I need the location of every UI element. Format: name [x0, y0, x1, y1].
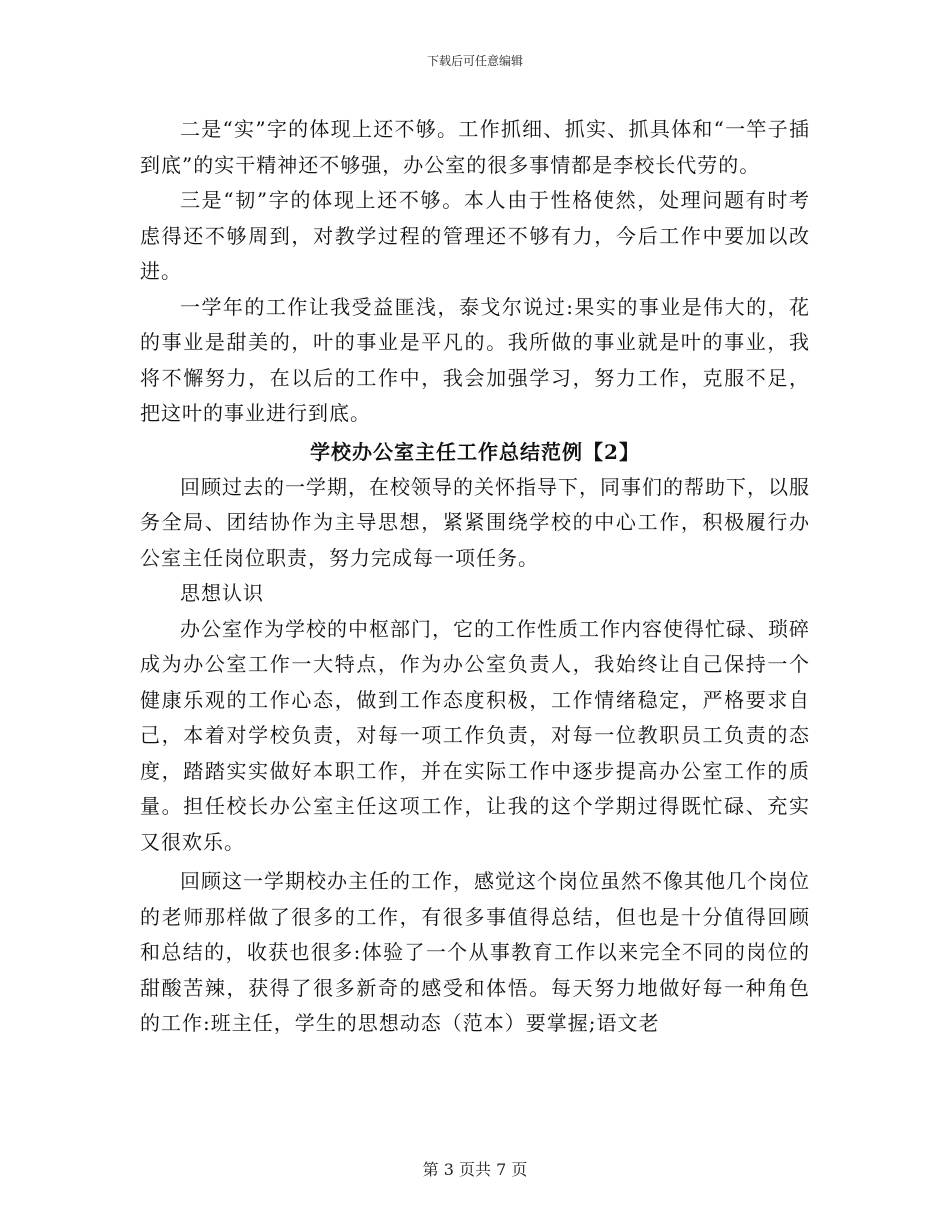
paragraph-office: 办公室作为学校的中枢部门，它的工作性质工作内容使得忙碌、琐碎成为办公室工作一大特点，作为办公室负责人，我始终让自己保持一个健康乐观的工作心态，做到工作态度积极，工作情绪稳定，严格要求自己，本着对学校负责，对每一项工作负责，对每一位教职员工负责的态度，踏踏实实做好本职工作，并在实际工作中逐步提高办公室工作的质量。担任校长办公室主任这项工作，让我的这个学期过得既忙碌、充实又很欢乐。 [140, 616, 810, 854]
paragraph-tagore: 一学年的工作让我受益匪浅，泰戈尔说过:果实的事业是伟大的，花的事业是甜美的，叶的事业是平凡的。我所做的事业就是叶的事业，我将不懈努力，在以后的工作中，我会加强学习，努力工作，克服不足，把这叶的事业进行到底。 [140, 294, 810, 425]
paragraph-shi: 二是“实”字的体现上还不够。工作抓细、抓实、抓具体和“一竿子插到底”的实干精神还不够强，办公室的很多事情都是李校长代劳的。 [140, 117, 810, 177]
subheading-thought: 思想认识 [180, 581, 264, 605]
paragraph-semester: 回顾这一学期校办主任的工作，感觉这个岗位虽然不像其他几个岗位的老师那样做了很多的工作，有很多事值得总结，但也是十分值得回顾和总结的，收获也很多:体验了一个从事教育工作以来完全不同的岗位的甜酸苦辣，获得了很多新奇的感受和体悟。每天努力地做好每一种角色的工作:班主任，学生的思想动态（范本）要掌握;语文老 [140, 869, 810, 1035]
page-header-note: 下载后可任意编辑 [426, 54, 523, 68]
paragraph-review: 回顾过去的一学期，在校领导的关怀指导下，同事们的帮助下，以服务全局、团结协作为主导思想，紧紧围绕学校的中心工作，积极履行办公室主任岗位职责，努力完成每一项任务。 [140, 474, 810, 570]
section-title: 学校办公室主任工作总结范例【2】 [310, 439, 640, 464]
document-body [140, 112, 810, 1042]
page-number: 第 3 页共 7 页 [422, 1160, 528, 1179]
paragraph-ren: 三是“韧”字的体现上还不够。本人由于性格使然，处理问题有时考虑得还不够周到，对教学过程的管理还不够有力，今后工作中要加以改进。 [140, 188, 810, 283]
